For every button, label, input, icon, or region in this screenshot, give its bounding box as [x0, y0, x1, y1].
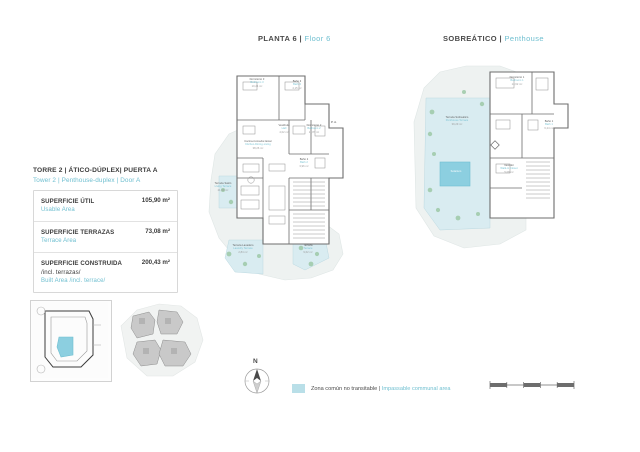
plan-title-floor6-es: PLANTA 6 | — [258, 34, 303, 43]
door-tag: P. A. — [331, 120, 337, 124]
built-area-label-es2: /incl. terrazas/ — [41, 269, 81, 276]
compass-icon — [240, 366, 274, 404]
unit-title-es: TORRE 2 | ÁTICO-DÚPLEX| PUERTA A — [33, 167, 158, 174]
legend-swatch-communal — [292, 384, 305, 393]
terrace-area-label-es: SUPERFICIE TERRAZAS — [41, 229, 115, 236]
unit-title-en: Tower 2 | Penthouse-duplex | Door A — [33, 177, 141, 184]
plan-title-penthouse-es: SOBREÁTICO | — [443, 34, 502, 43]
plan-title-floor6-en: Floor 6 — [304, 34, 331, 43]
legend-label — [311, 386, 451, 392]
room-label-hall: Vestíbulo Hall 4,02 m² — [278, 124, 290, 134]
room-label-kitchen-dining-living: Cocina-Comedor-Estar Kitchen-Dining-Living 38,26 m² — [244, 140, 272, 150]
key-plan — [30, 300, 112, 382]
room-label-bedroom1: Dormitorio 1 Bedroom 1 14,62 m² — [509, 76, 525, 86]
compass-north-label: N — [253, 358, 258, 365]
terrace-area-label-en: Terrace Area — [41, 238, 77, 244]
scale-bar-svg — [489, 378, 575, 390]
built-area-label-es: SUPERFICIE CONSTRUIDA — [41, 260, 122, 267]
room-label-living-terrace: Terraza Salón Living Terrace 21,33 m² — [214, 182, 232, 192]
legend-label-es: Zona común no transitable | — [311, 385, 381, 392]
floor-plan-drawing-floor6 — [193, 58, 368, 288]
room-label-laundry-terrace: Terraza Lavadero Laundry Terrace 2,84 m² — [232, 244, 254, 254]
compass-rose — [240, 358, 274, 396]
legend — [292, 384, 451, 393]
built-area-label-en: Built Area /incl. terrace/ — [41, 278, 106, 284]
area-table — [33, 190, 178, 293]
legend-label-en: Impassable communal area — [381, 385, 451, 392]
built-area-value: 200,43 m² — [141, 259, 170, 266]
unit-info-block — [33, 166, 178, 293]
usable-area-label-en: Usable Area — [41, 207, 75, 213]
room-label-walk-in-closet: Vestidor Walk-in Closet 5,08 m² — [500, 164, 518, 174]
room-label-terrace: Terraza Terrace 9,62 m² — [303, 244, 313, 254]
floor6-svg — [193, 58, 368, 288]
room-label-bath1: Baño 1 Bath 1 6,24 m² — [544, 120, 554, 130]
room-label-bedroom2: Dormitorio 2 Bedroom 2 11,87 m² — [306, 124, 322, 134]
plan-title-floor6 — [258, 34, 331, 43]
site-map — [115, 296, 207, 384]
scale-bar — [489, 378, 575, 390]
plan-title-penthouse-en: Penthouse — [504, 34, 544, 43]
usable-area-value: 105,90 m² — [141, 197, 170, 204]
room-label-solarium: Solarium — [450, 170, 462, 173]
room-label-penthouse-terrace: Terraza Sobreático Penthouse Terrace 39,29 m² — [445, 116, 469, 126]
key-plan-svg — [31, 301, 109, 379]
room-label-bath3: Baño 3 Bath 3 4,15 m² — [292, 80, 302, 90]
usable-area-label-es: SUPERFICIE ÚTIL — [41, 198, 95, 205]
table-row — [34, 222, 177, 253]
room-label-bedroom3: Dormitorio 3 Bedroom 3 10,24 m² — [249, 78, 265, 88]
terrace-area-value: 73,08 m² — [145, 228, 170, 235]
plan-title-penthouse — [443, 34, 544, 43]
room-label-bath2: Baño 2 Bath 2 3,96 m² — [299, 158, 309, 168]
table-row — [34, 191, 177, 222]
table-row — [34, 253, 177, 292]
floor-plan-drawing-penthouse — [404, 58, 579, 273]
site-map-svg — [115, 296, 207, 384]
